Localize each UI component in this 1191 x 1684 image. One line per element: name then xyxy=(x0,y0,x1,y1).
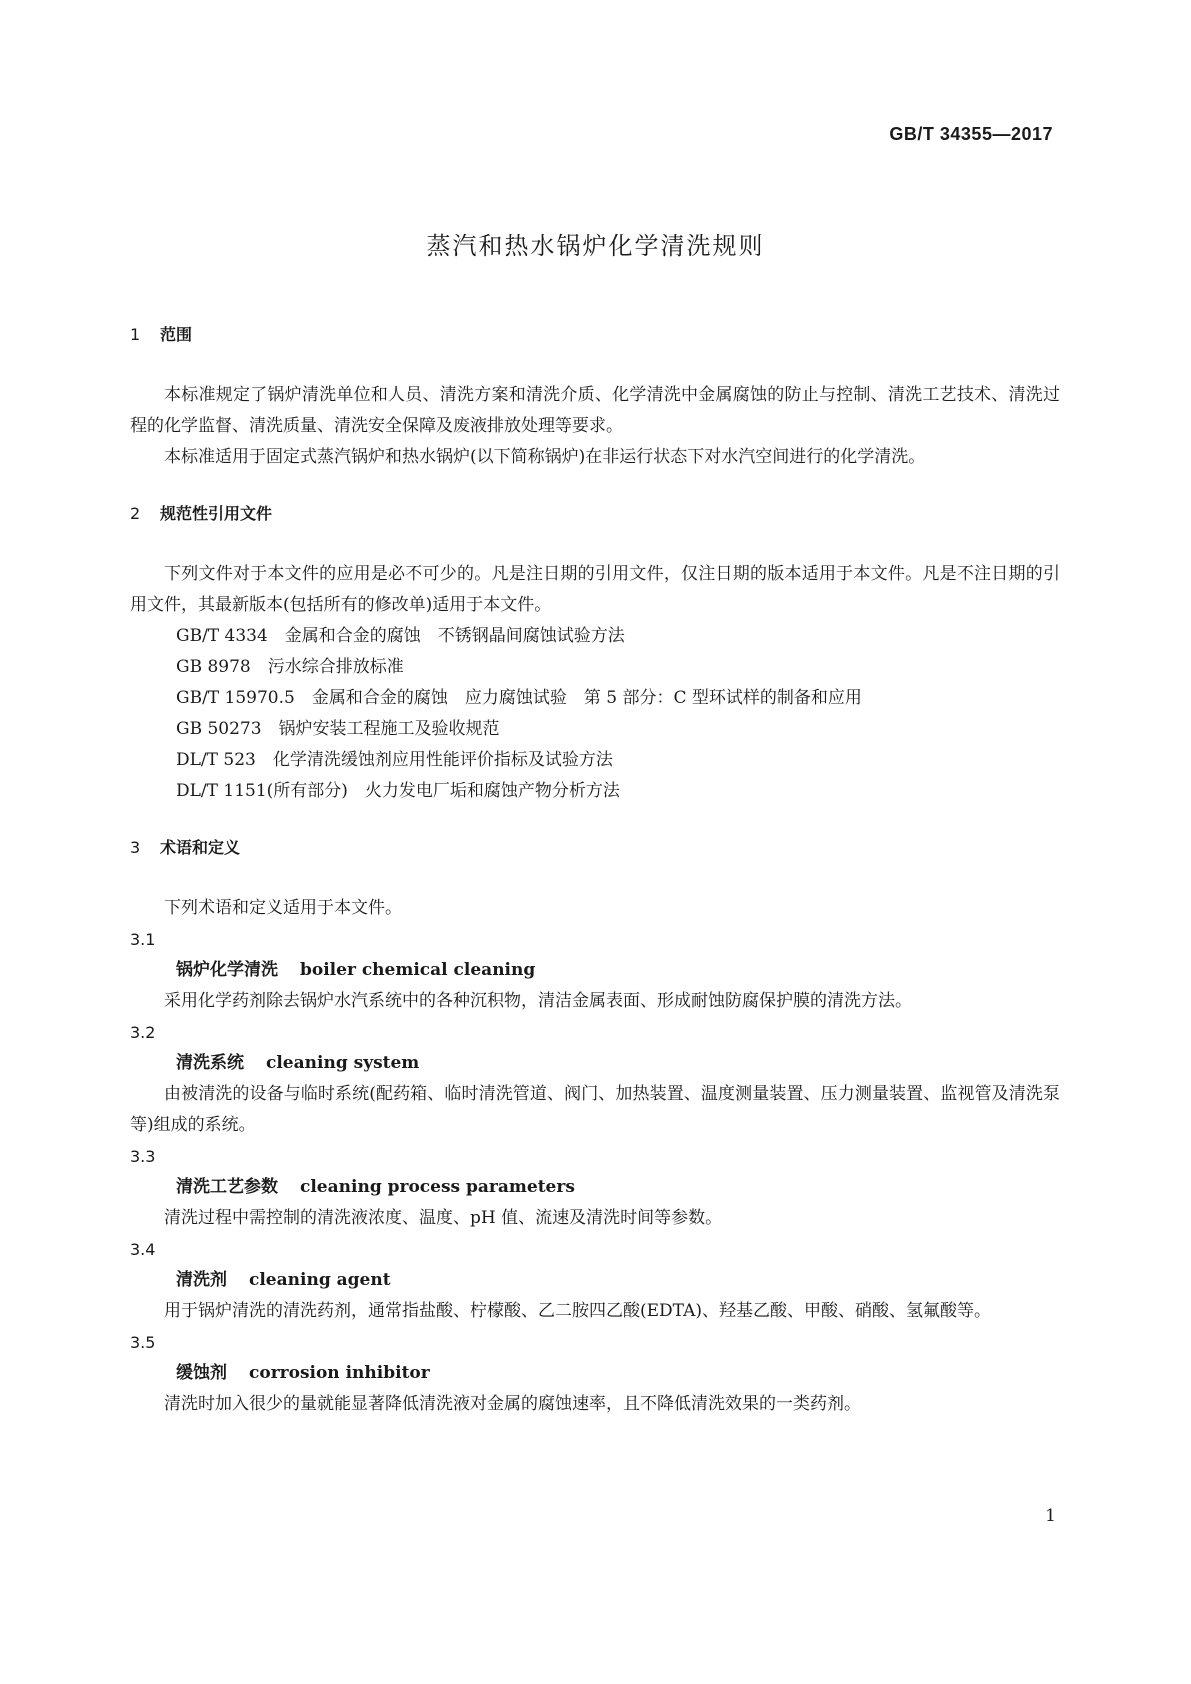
term-en: cleaning process parameters xyxy=(300,1177,575,1197)
term-definition: 采用化学药剂除去锅炉水汽系统中的各种沉积物，清洁金属表面、形成耐蚀防腐保护膜的清洗方法。 xyxy=(164,991,912,1011)
section-number: 2 xyxy=(130,504,141,523)
term-definition: 清洗时加入很少的量就能显著降低清洗液对金属的腐蚀速率，且不降低清洗效果的一类药剂。 xyxy=(164,1394,861,1414)
term-en: cleaning system xyxy=(266,1053,420,1073)
scope-paragraph: 本标准适用于固定式蒸汽锅炉和热水锅炉(以下简称锅炉)在非运行状态下对水汽空间进行的化学清洗。 xyxy=(164,447,926,467)
terms-intro: 下列术语和定义适用于本文件。 xyxy=(164,898,402,918)
term-definition: 由被清洗的设备与临时系统(配药箱、临时清洗管道、阀门、加热装置、温度测量装置、压力测量装置、监视管及清洗泵等)组成的系统。 xyxy=(130,1084,1060,1135)
term-definition: 清洗过程中需控制的清洗液浓度、温度、pH 值、流速及清洗时间等参数。 xyxy=(164,1208,723,1228)
reference-item: GB 8978 污水综合排放标准 xyxy=(176,657,404,677)
term-zh: 缓蚀剂 xyxy=(176,1363,227,1383)
term-zh: 清洗剂 xyxy=(176,1270,227,1290)
term-zh: 清洗系统 xyxy=(176,1053,244,1073)
reference-item: DL/T 523 化学清洗缓蚀剂应用性能评价指标及试验方法 xyxy=(176,750,613,770)
reference-item: GB 50273 锅炉安装工程施工及验收规范 xyxy=(176,719,500,739)
term-heading xyxy=(130,955,1060,986)
term-definition: 用于锅炉清洗的清洗药剂，通常指盐酸、柠檬酸、乙二胺四乙酸(EDTA)、羟基乙酸、甲酸、硝酸、氢氟酸等。 xyxy=(164,1301,991,1321)
term-entry xyxy=(130,924,1060,1017)
references-intro: 下列文件对于本文件的应用是必不可少的。凡是注日期的引用文件，仅注日期的版本适用于本文件。凡是不注日期的引用文件，其最新版本(包括所有的修改单)适用于本文件。 xyxy=(130,564,1060,615)
section-title: 范围 xyxy=(160,325,193,344)
section-number: 3 xyxy=(130,838,141,857)
term-number: 3.5 xyxy=(130,1333,156,1352)
section-heading-references xyxy=(130,499,1060,529)
reference-item: DL/T 1151(所有部分) 火力发电厂垢和腐蚀产物分析方法 xyxy=(176,781,620,801)
term-heading xyxy=(130,1358,1060,1389)
term-number: 3.3 xyxy=(130,1147,156,1166)
term-zh: 锅炉化学清洗 xyxy=(176,960,278,980)
section-title: 术语和定义 xyxy=(160,838,241,857)
term-zh: 清洗工艺参数 xyxy=(176,1177,278,1197)
reference-item: GB/T 15970.5 金属和合金的腐蚀 应力腐蚀试验 第 5 部分：C 型环试样的制备和应用 xyxy=(176,688,862,708)
term-en: boiler chemical cleaning xyxy=(300,960,536,980)
section-heading-terms xyxy=(130,833,1060,863)
section-title: 规范性引用文件 xyxy=(160,504,273,523)
term-number: 3.1 xyxy=(130,930,156,949)
page-number: 1 xyxy=(1045,1506,1056,1526)
document-code: GB/T 34355—2017 xyxy=(889,124,1053,144)
term-entry xyxy=(130,1141,1060,1234)
section-number: 1 xyxy=(130,325,141,344)
term-number: 3.4 xyxy=(130,1240,156,1259)
scope-paragraph: 本标准规定了锅炉清洗单位和人员、清洗方案和清洗介质、化学清洗中金属腐蚀的防止与控制、清洗工艺技术、清洗过程的化学监督、清洗质量、清洗安全保障及废液排放处理等要求。 xyxy=(130,385,1060,436)
term-en: cleaning agent xyxy=(249,1270,391,1290)
term-entry xyxy=(130,1017,1060,1141)
term-entry xyxy=(130,1327,1060,1420)
section-heading-scope xyxy=(130,320,1060,350)
term-en: corrosion inhibitor xyxy=(249,1363,430,1383)
reference-item: GB/T 4334 金属和合金的腐蚀 不锈钢晶间腐蚀试验方法 xyxy=(176,626,625,646)
term-heading xyxy=(130,1172,1060,1203)
document-title: 蒸汽和热水锅炉化学清洗规则 xyxy=(426,232,765,260)
term-heading xyxy=(130,1265,1060,1296)
term-heading xyxy=(130,1048,1060,1079)
document-body xyxy=(130,320,1060,1420)
term-number: 3.2 xyxy=(130,1023,156,1042)
term-entry xyxy=(130,1234,1060,1327)
